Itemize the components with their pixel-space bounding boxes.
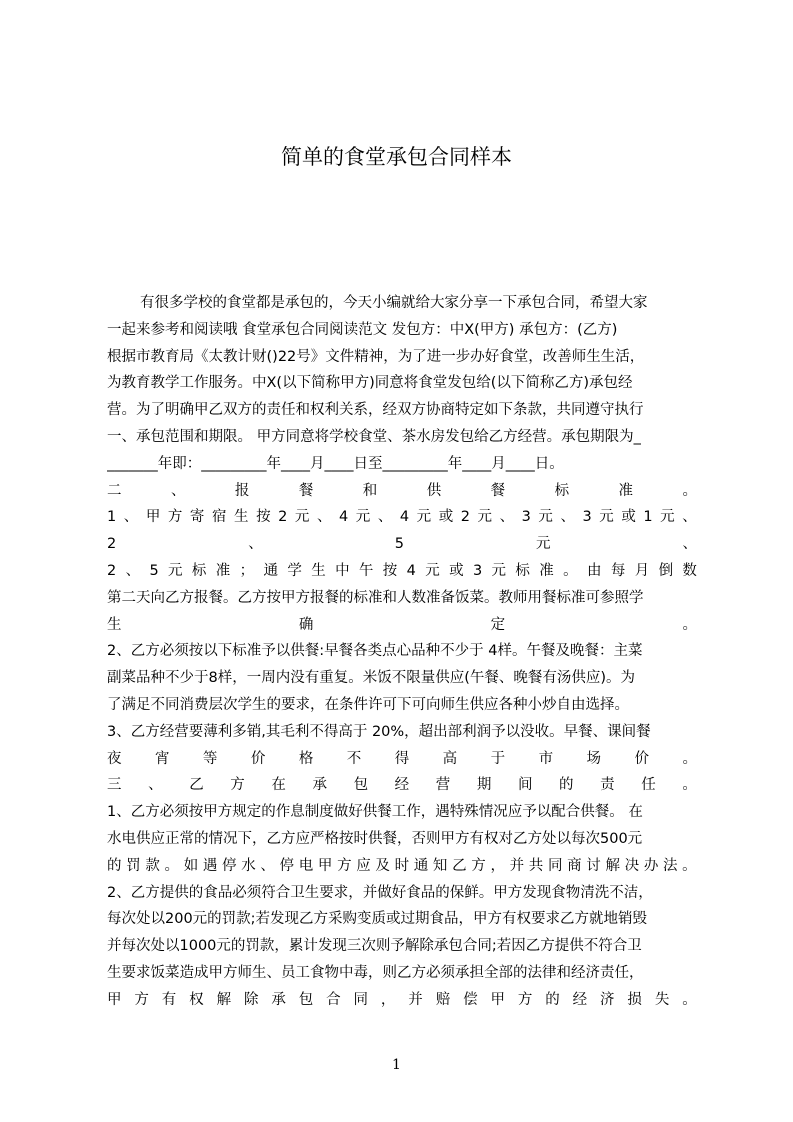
body-line: 为教育教学工作服务。中X(以下简称甲方)同意将食堂发包给(以下简称乙方)承包经 [107,375,633,392]
body-line: 的 罚 款 。 如 遇 停 水 、 停 电 甲 方 应 及 时 通 知 乙 方 ， 并 共 同 商 讨 解 决 办 法 。 [107,857,697,874]
body-line: 并每次处以1000元的罚款，累计发现三次则予解除承包合同;若因乙方提供不符合卫 [107,938,642,955]
body-line: 一、承包范围和期限。 甲方同意将学校食堂、茶水房发包给乙方经营。承包期限为_ [107,428,641,445]
body-line: 一起来参考和阅读哦 食堂承包合同阅读范文 发包方：中X(甲方) 承包方：(乙方) [107,321,618,338]
body-line: 根据市教育局《太教计财()22号》文件精神，为了进一步办好食堂，改善师生生活， [107,348,645,365]
body-line: 2、乙方提供的食品必须符合卫生要求，并做好食品的保鲜。甲方发现食物清洗不洁， [107,884,653,901]
body-line: 3、乙方经营要薄利多销,其毛利不得高于 20%，超出部利润予以没收。早餐、课间餐 [107,723,651,740]
body-line: 水电供应正常的情况下，乙方应严格按时供餐，否则甲方有权对乙方处以每次500元 [107,830,643,847]
body-line: 2 、 5 元 、 [107,536,697,553]
body-line: 有很多学校的食堂都是承包的，今天小编就给大家分享一下承包合同，希望大家 [140,295,648,311]
body-line: 第二天向乙方报餐。乙方按甲方报餐的标准和人数准备饭菜。教师用餐标准可参照学 [107,589,644,606]
body-line: 2、乙方必须按以下标准予以供餐:早餐各类点心品种不少于 4样。午餐及晚餐：主菜 [107,643,643,660]
body-line: 生 确 定 。 [107,616,697,633]
body-line: 副菜品种不少于8样，一周内没有重复。米饭不限量供应(午餐、晚餐有汤供应)。为 [107,670,636,687]
body-line: 生要求饭菜造成甲方师生、员工食物中毒，则乙方必须承担全部的法律和经济责任， [107,964,644,981]
document-title: 简单的食堂承包合同样本 [281,145,512,169]
body-line: 营。为了明确甲乙双方的责任和权利关系，经双方协商特定如下条款，共同遵守执行 [107,402,644,419]
body-line: _______年即：_________年____月____日至_________年____月____日。 [107,455,564,472]
section-heading-3: 三 、 乙 方 在 承 包 经 营 期 间 的 责 任 。 [107,777,697,794]
body-line: 夜 宵 等 价 格 不 得 高 于 市 场 价 。 [107,750,697,767]
body-line: 每次处以200元的罚款;若发现乙方采购变质或过期食品，甲方有权要求乙方就地销毁 [107,911,648,928]
body-line: 2 、 5 元 标 准 ； 通 学 生 中 午 按 4 元 或 3 元 标 准 。 由 每 月 倒 数 [107,562,697,579]
section-heading-2: 二 、 报 餐 和 供 餐 标 准 。 [107,482,697,499]
body-line: 了满足不同消费层次学生的要求，在条件许可下可向师生供应各种小炒自由选择。 [107,696,629,713]
body-line: 1 、 甲 方 寄 宿 生 按 2 元 、 4 元 、 4 元 或 2 元 、 3 元 、 3 元 或 1 元 、 [107,509,697,526]
document-body [107,290,697,1014]
body-line: 1、乙方必须按甲方规定的作息制度做好供餐工作，遇特殊情况应予以配合供餐。 在 [107,804,643,821]
body-line: 甲 方 有 权 解 除 承 包 合 同 ， 并 赔 偿 甲 方 的 经 济 损 失 。 [107,991,697,1008]
page-number: 1 [392,1057,401,1073]
